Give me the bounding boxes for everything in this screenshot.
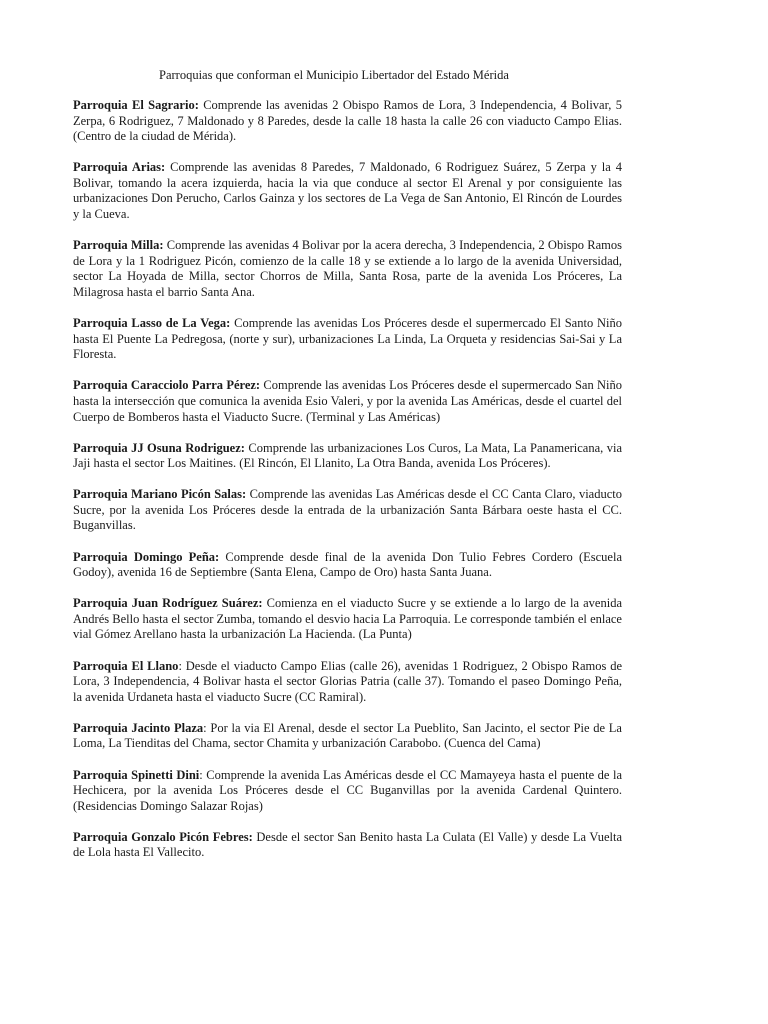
parish-name: Parroquia Jacinto Plaza <box>73 720 204 735</box>
parish-description: Comprende desde final de la avenida Don Tulio Febres Cordero (Escuela Godoy), avenida 16 de Septiembre (Santa Elena, Campo de Oro) hasta Santa Juana. <box>73 549 623 580</box>
document-page <box>73 67 622 876</box>
parish-description: Comprende las avenidas 8 Paredes, 7 Maldonado, 6 Rodriguez Suárez, 5 Zerpa y la 4 Bolivar, tomando la acera izquierda, hacia la via que conduce al sector El Arenal y por consiguiente las urbanizaciones Don Perucho, Carlos Gainza y los sectores de La Vega de San Antonio, El Rincón de Lourdes y la Cueva. <box>73 160 622 222</box>
parish-description: : Por la via El Arenal, desde el sector La Pueblito, San Jacinto, el sector Pie de La Loma, La Tienditas del Chama, sector Chamita y urbanización Carabobo. (Cuenca del Cama) <box>73 720 622 751</box>
parish-description: Comprende las urbanizaciones Los Curos, La Mata, La Panamericana, via Jaji hasta el sector Los Maitines. (El Rincón, El Llanito, La Otra Banda, avenida Los Próceres). <box>73 440 622 471</box>
parish-jj-osuna-rodriguez <box>73 441 622 472</box>
parish-jacinto-plaza <box>73 721 622 752</box>
parish-caracciolo-parra-perez <box>73 378 622 425</box>
parish-milla <box>73 238 622 300</box>
parish-description: Comprende las avenidas Las Américas desde el CC Canta Claro, viaducto Sucre, por la avenida Los Próceres desde la entrada de la urbanización Santa Bárbara oeste hasta el CC. Buganvillas. <box>73 487 622 533</box>
parish-name: Parroquia Caracciolo Parra Pérez: <box>73 378 261 393</box>
parish-description: Comienza en el viaducto Sucre y se extiende a lo largo de la avenida Andrés Bello hasta el sector Zumba, tomando el desvio hacia La Parroquia. Le corresponde también el enlace vial Gómez Arellano hasta la urbanización La Hacienda. (La Punta) <box>73 596 622 642</box>
document-title: Parroquias que conforman el Municipio Libertador del Estado Mérida <box>159 68 509 82</box>
parish-gonzalo-picon-febres <box>73 830 622 861</box>
parish-lasso-de-la-vega <box>73 316 622 363</box>
parish-spinetti-dini <box>73 768 622 815</box>
parish-description: Comprende las avenidas Los Próceres desde el supermercado San Niño hasta la intersección que comunica la avenida Esio Valeri, y por la avenida Las Américas, desde el cuartel del Cuerpo de Bomberos hasta el Viaducto Sucre. (Terminal y Las Américas) <box>73 378 623 424</box>
parish-name: Parroquia Lasso de La Vega: <box>73 316 231 331</box>
parish-name: Parroquia El Sagrario: <box>73 98 199 112</box>
parish-description: Comprende las avenidas 2 Obispo Ramos de Lora, 3 Independencia, 4 Bolivar, 5 Zerpa, 6 Rodriguez, 7 Maldonado y 8 Paredes, desde la calle 18 hasta la calle 26 con viaducto Campo Elias. (Centro de la ciudad de Mérida). <box>73 98 622 144</box>
parish-name: Parroquia Mariano Picón Salas: <box>73 487 247 502</box>
parish-description: Comprende las avenidas 4 Bolivar por la acera derecha, 3 Independencia, 2 Obispo Ramos de Lora y la 1 Rodriguez Picón, comienzo de la calle 18 y se extiende a lo largo de la avenida Universidad, sector La Hoyada de Milla, sector Chorros de Milla, Santa Rosa, parte de la avenida Los Próceres, La Milagrosa hasta el barrio Santa Ana. <box>73 238 622 299</box>
parish-name: Parroquia Milla: <box>73 238 164 253</box>
parish-el-sagrario <box>73 98 622 145</box>
parish-arias <box>73 160 622 222</box>
parish-el-llano <box>73 659 622 706</box>
parish-name: Parroquia Spinetti Dini <box>73 767 200 782</box>
parish-name: Parroquia JJ Osuna Rodriguez: <box>73 440 245 455</box>
parish-description: Desde el sector San Benito hasta La Culata (El Valle) y desde La Vuelta de Lola hasta El Vallecito. <box>73 829 622 860</box>
parish-description: : Desde el viaducto Campo Elias (calle 26), avenidas 1 Rodriguez, 2 Obispo Ramos de Lora, 3 Independencia, 4 Bolivar hasta el sector Glorias Patria (calle 37). Tomando el paseo Domingo Peña, la avenida Urdaneta hasta el viaducto Sucre (CC Ramiral). <box>73 658 622 704</box>
parish-description: Comprende las avenidas Los Próceres desde el supermercado El Santo Niño hasta El Puente La Pedregosa, (norte y sur), urbanizaciones La Linda, La Orqueta y residencias Sai-Sai y La Floresta. <box>73 316 622 362</box>
parish-mariano-picon-salas <box>73 487 622 534</box>
parish-domingo-pena <box>73 550 622 581</box>
parish-name: Parroquia Juan Rodríguez Suárez: <box>73 596 263 611</box>
parish-description: : Comprende la avenida Las Américas desde el CC Mamayeya hasta el puente de la Hechicera, por la avenida Los Próceres desde el CC Buganvillas por la avenida Cardenal Quintero. (Residencias Domingo Salazar Rojas) <box>73 767 623 813</box>
parish-name: Parroquia Gonzalo Picón Febres: <box>73 829 253 844</box>
parish-name: Parroquia El Llano <box>73 658 179 673</box>
parish-name: Parroquia Arias: <box>73 160 166 175</box>
parish-name: Parroquia Domingo Peña: <box>73 549 220 564</box>
parish-juan-rodriguez-suarez <box>73 596 622 643</box>
